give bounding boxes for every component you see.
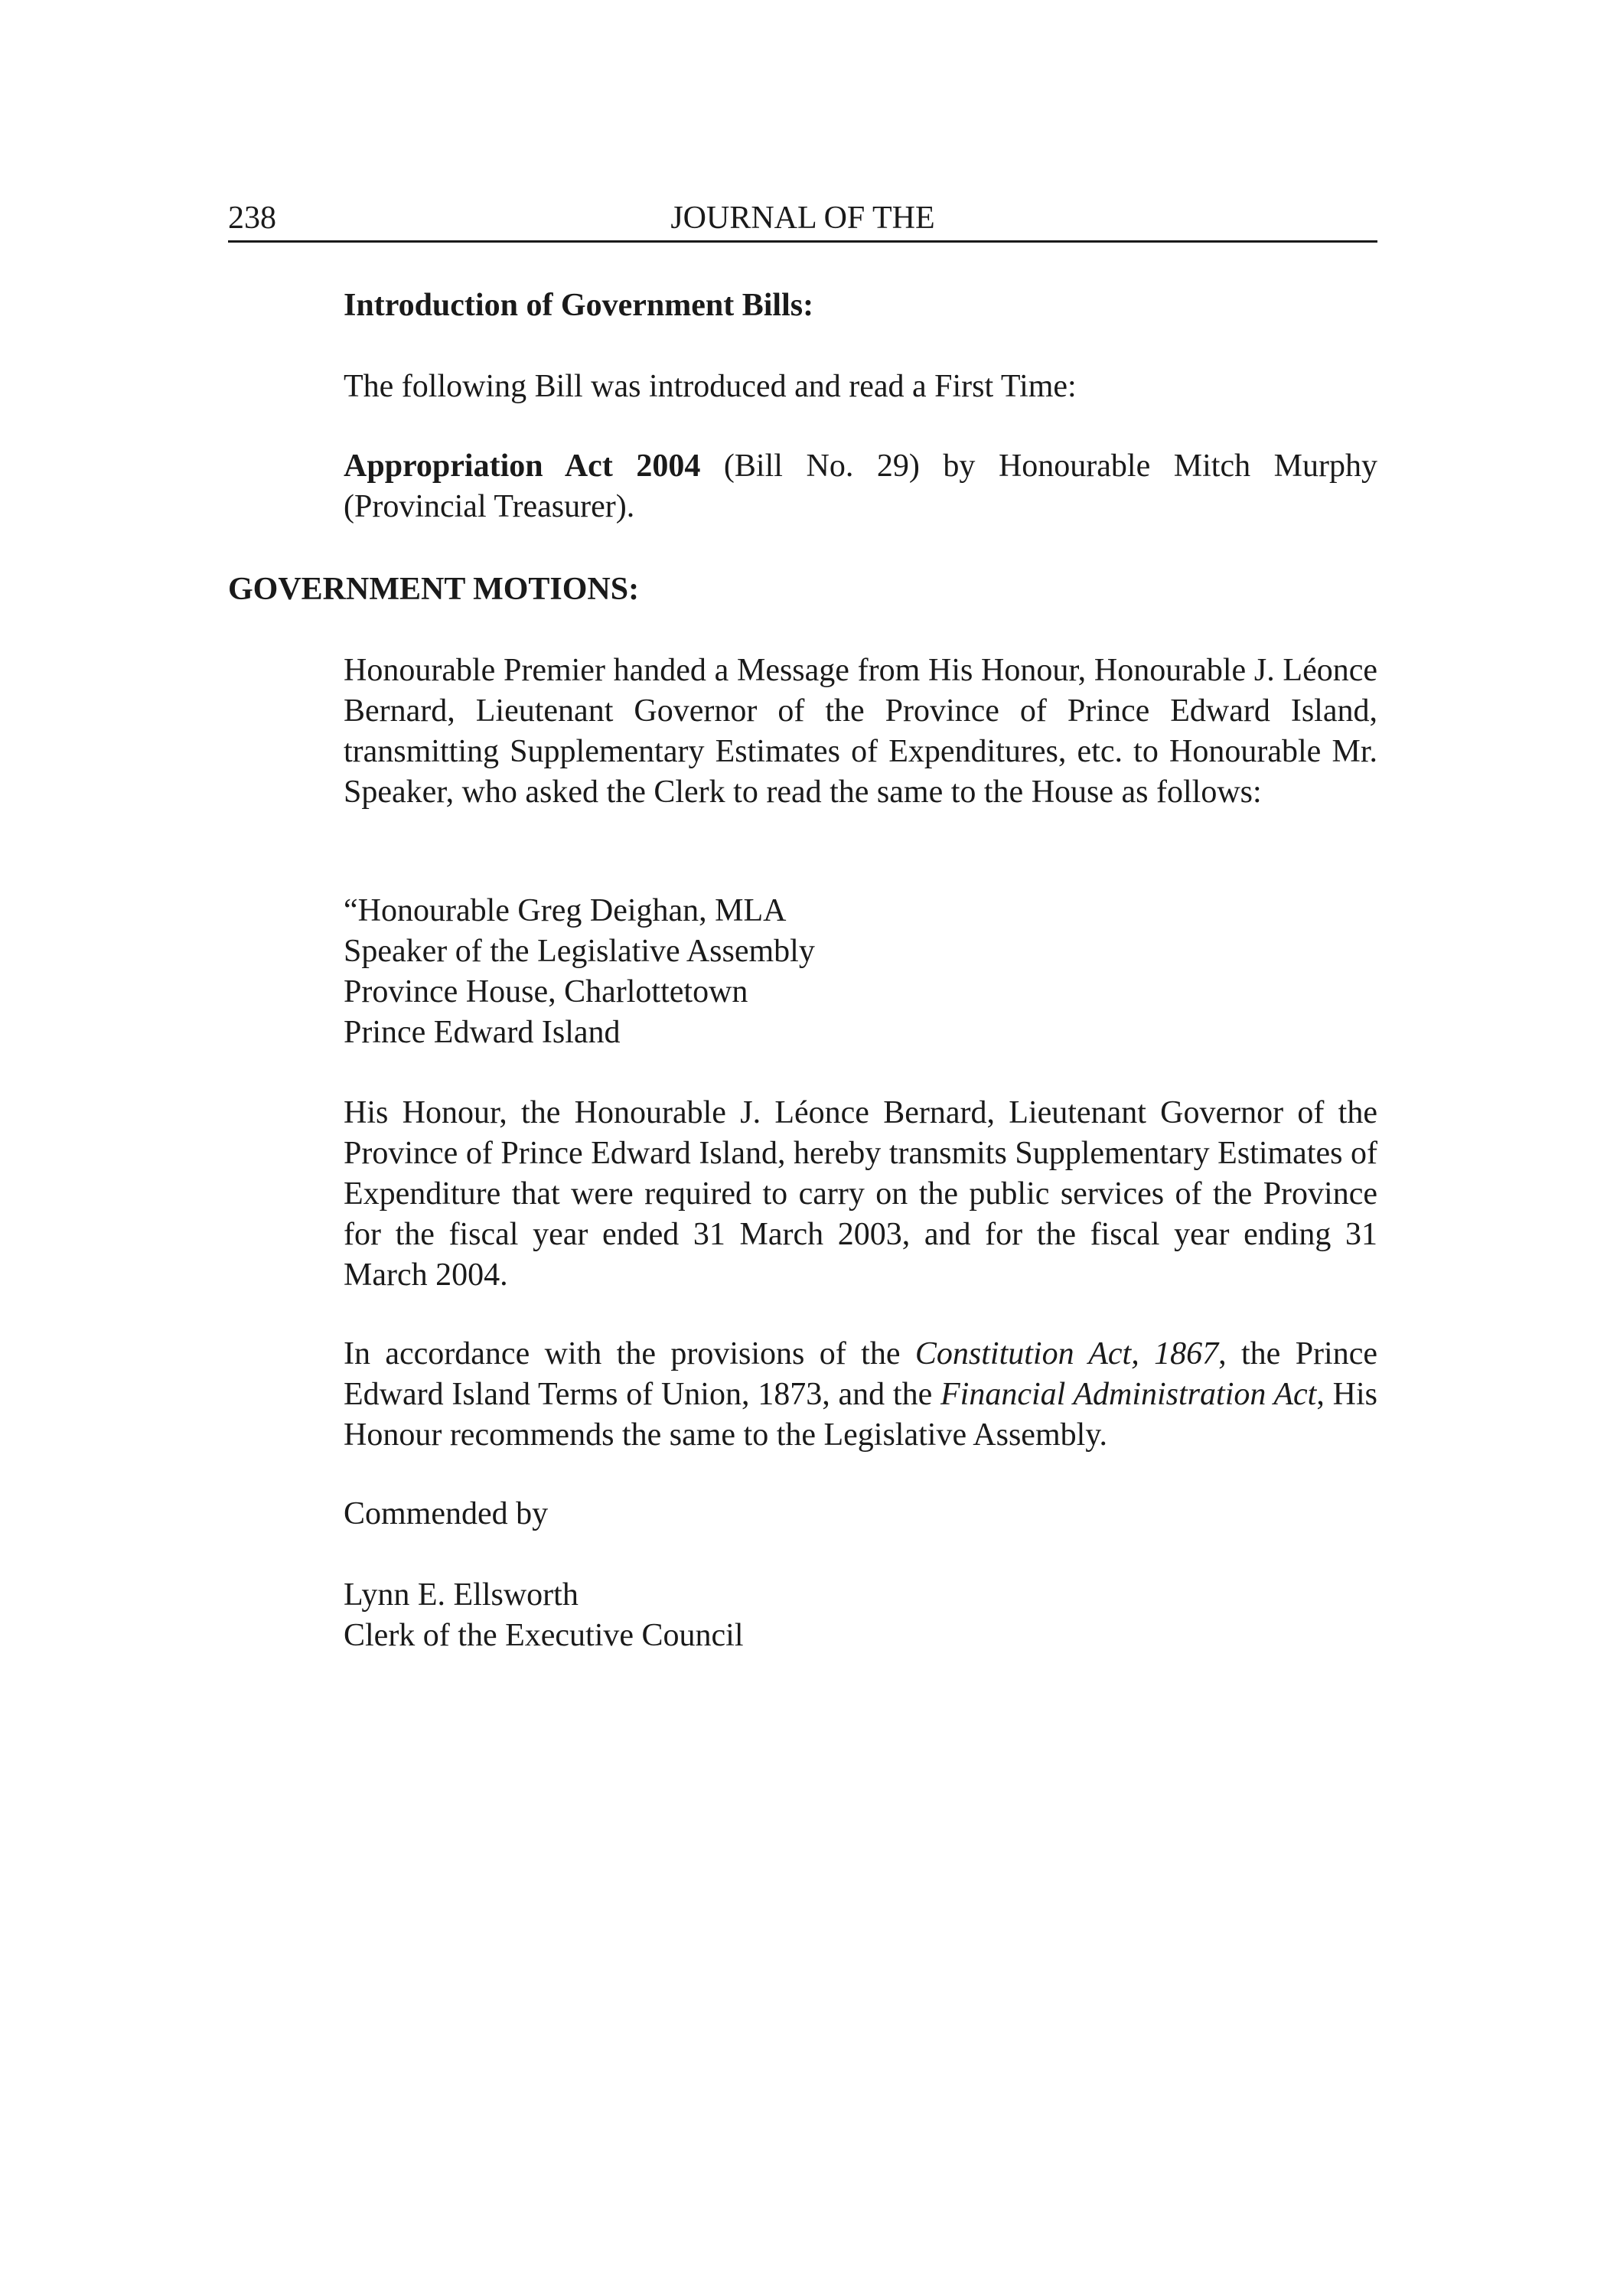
accordance-part-3: , His Honour recommends the same to the Legislative Assembly. <box>344 1377 1377 1453</box>
page-number: 238 <box>228 201 276 236</box>
premier-paragraph: Honourable Premier handed a Message from His Honour, Honourable J. Léonce Bernard, Lieutenant Governor of the Province of Prince Edward Island, transmitting Supplementary Estimates of Expenditures, etc. to Honourable Mr. Speaker, who asked the Clerk to read the same to the House as follows: <box>344 653 1377 810</box>
financial-act-title: Financial Administration Act <box>940 1377 1317 1412</box>
address-line-4: Prince Edward Island <box>344 1015 621 1050</box>
accordance-paragraph <box>344 1334 1377 1456</box>
accordance-part-1: In accordance with the provisions of the <box>344 1336 915 1371</box>
accordance-part-2: , the Prince Edward Island Terms of Union, 1873, and the <box>344 1336 1377 1412</box>
transmit-paragraph: His Honour, the Honourable J. Léonce Bernard, Lieutenant Governor of the Province of Prince Edward Island, hereby transmits Supplementary Estimates of Expenditure that were required to carry on the public services of the Province for the fiscal year ended 31 March 2003, and for the fiscal year ending 31 March 2004. <box>344 1095 1377 1293</box>
bill-details: (Bill No. 29) by Honourable Mitch Murphy (Provincial Treasurer). <box>344 448 1378 524</box>
constitution-act-title: Constitution Act, 1867 <box>914 1336 1219 1371</box>
intro-text: The following Bill was introduced and read a First Time: <box>344 369 1077 404</box>
signatory-title: Clerk of the Executive Council <box>344 1618 744 1653</box>
page-header <box>228 196 1377 243</box>
signature-block <box>344 1575 1377 1656</box>
intro-heading: Introduction of Government Bills: <box>344 288 814 323</box>
commended-by: Commended by <box>344 1496 549 1531</box>
address-block <box>344 891 1377 1053</box>
running-title: JOURNAL OF THE <box>670 201 935 236</box>
motions-heading: GOVERNMENT MOTIONS: <box>228 572 640 607</box>
bill-title: Appropriation Act 2004 <box>344 448 701 484</box>
address-line-3: Province House, Charlottetown <box>344 974 748 1009</box>
signatory-name: Lynn E. Ellsworth <box>344 1577 579 1613</box>
address-line-1: “Honourable Greg Deighan, MLA <box>344 893 787 928</box>
address-line-2: Speaker of the Legislative Assembly <box>344 934 815 969</box>
bill-entry <box>344 446 1377 527</box>
